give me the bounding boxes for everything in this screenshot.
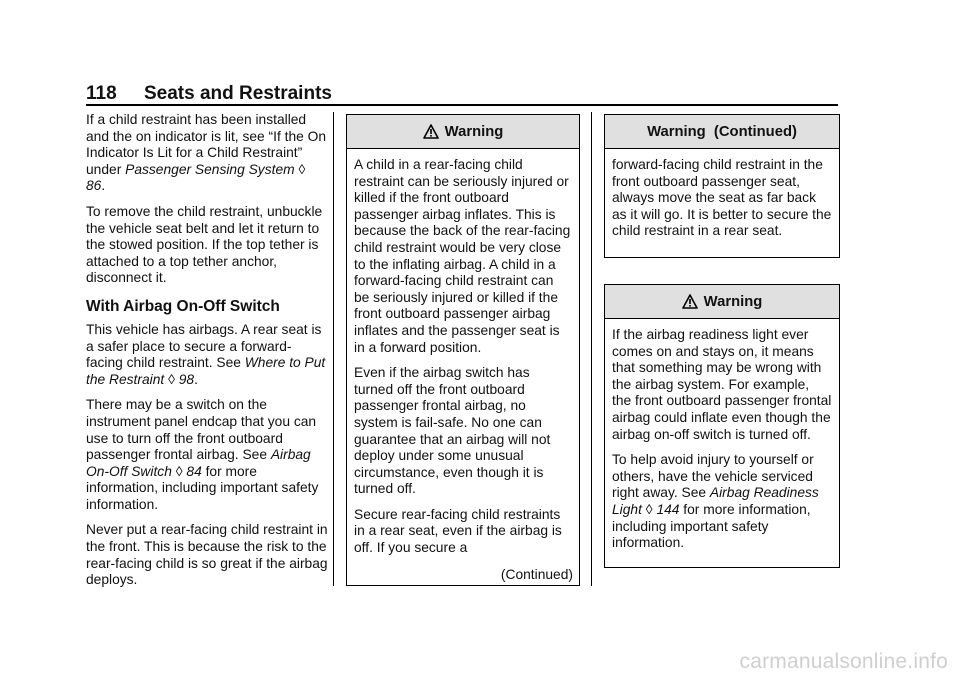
warning-continued-box bbox=[604, 114, 840, 258]
warning-body bbox=[605, 319, 839, 552]
heading-airbag-switch: With Airbag On-Off Switch bbox=[86, 297, 280, 315]
link-airbag-readiness-light[interactable]: Airbag Readiness Light bbox=[612, 485, 819, 517]
warning-body bbox=[347, 149, 579, 557]
link-where-to-put-restraint[interactable]: Where to Put the Restraint bbox=[86, 355, 326, 387]
section-title: Seats and Restraints bbox=[144, 83, 332, 104]
warning-box bbox=[346, 114, 580, 586]
page-ref-arrow-icon: ◊ bbox=[298, 161, 306, 177]
warning-continued-title: Warning (Continued) bbox=[647, 123, 797, 140]
column-divider bbox=[591, 112, 592, 586]
warning-title: Warning bbox=[703, 293, 763, 310]
link-airbag-on-off-switch[interactable]: Airbag On-Off Switch bbox=[86, 447, 311, 479]
warning-paragraph: forward-facing child restraint in the front outboard passenger seat, always move the seat as far back as it will go. It is better to secure the child restraint in a rear seat. bbox=[612, 157, 832, 239]
paragraph-never-front: Never put a rear-facing child restraint in the front. This is because the risk to the rear-facing child is so great if the airbag deploys. bbox=[86, 522, 328, 588]
paragraph-child-restraint-indicator: If a child restraint has been installed and the on indicator is lit, see “If the On Indicator Is Lit for a Child Restraint” under Passenger Sensing System ◊ 86. bbox=[86, 112, 327, 194]
warning-paragraph: To help avoid injury to yourself or others, have the vehicle serviced right away. See Airbag Readiness Light ◊ 144 for more information, including important safety information. bbox=[612, 452, 819, 551]
warning-title: Warning bbox=[444, 123, 504, 140]
warning-box-readiness bbox=[604, 284, 840, 568]
paragraph-switch-endcap: There may be a switch on the instrument panel endcap that you can use to turn off the front outboard passenger frontal airbag. See Airbag On-Off Switch ◊ 84 for more information, including important safety information. bbox=[86, 397, 319, 512]
paragraph-remove-restraint: To remove the child restraint, unbuckle the vehicle seat belt and let it return to the stowed position. If the top tether is attached to a top tether anchor, disconnect it. bbox=[86, 203, 323, 286]
page-ref[interactable]: 98 bbox=[178, 371, 195, 387]
warning-header bbox=[605, 285, 839, 319]
page-ref[interactable]: 86 bbox=[86, 178, 102, 194]
warning-triangle-icon bbox=[682, 294, 698, 309]
warning-paragraph: A child in a rear-facing child restraint can be seriously injured or killed if the front outboard passenger airbag inflates. This is because the back of the rear-facing child restraint would be very close to the inflating airbag. A child in a forward-facing child restraint can be seriously injured or killed if the front outboard passenger airbag inflates and the passenger seat is in a forward position. bbox=[354, 157, 571, 355]
warning-header bbox=[347, 115, 579, 149]
column-divider bbox=[333, 112, 334, 586]
page-ref[interactable]: 84 bbox=[186, 463, 202, 479]
continued-label: (Continued) bbox=[500, 567, 573, 582]
link-passenger-sensing-system[interactable]: Passenger Sensing System bbox=[125, 161, 295, 177]
page-ref-arrow-icon: ◊ bbox=[168, 371, 175, 387]
header-rule bbox=[86, 104, 838, 106]
warning-triangle-icon bbox=[423, 124, 439, 139]
warning-paragraph: If the airbag readiness light ever comes on and stays on, it means that something may be wrong with the airbag system. For example, the front outboard passenger frontal airbag could inflate even though the airbag on-off switch is turned off. bbox=[612, 327, 832, 442]
page-number: 118 bbox=[86, 83, 117, 104]
paragraph-rear-seat: This vehicle has airbags. A rear seat is a safer place to secure a forward-facing child restraint. See Where to Put the Restraint ◊ 98. bbox=[86, 321, 326, 387]
page-ref-arrow-icon: ◊ bbox=[175, 463, 183, 479]
warning-continued-header bbox=[605, 115, 839, 149]
warning-paragraph: Even if the airbag switch has turned off the front outboard passenger frontal airbag, no system is fail-safe. No one can guarantee that an airbag will not deploy under some unusual circumstance, even though it is turned off. bbox=[354, 365, 551, 497]
watermark: carmanualsonline.info bbox=[739, 650, 948, 673]
page-ref-arrow-icon: ◊ bbox=[645, 501, 653, 517]
warning-paragraph: Secure rear-facing child restraints in a rear seat, even if the airbag is off. If you secure a bbox=[354, 506, 562, 556]
warning-continued-body bbox=[605, 149, 839, 240]
page-ref[interactable]: 144 bbox=[656, 501, 680, 517]
column-1 bbox=[86, 112, 328, 598]
